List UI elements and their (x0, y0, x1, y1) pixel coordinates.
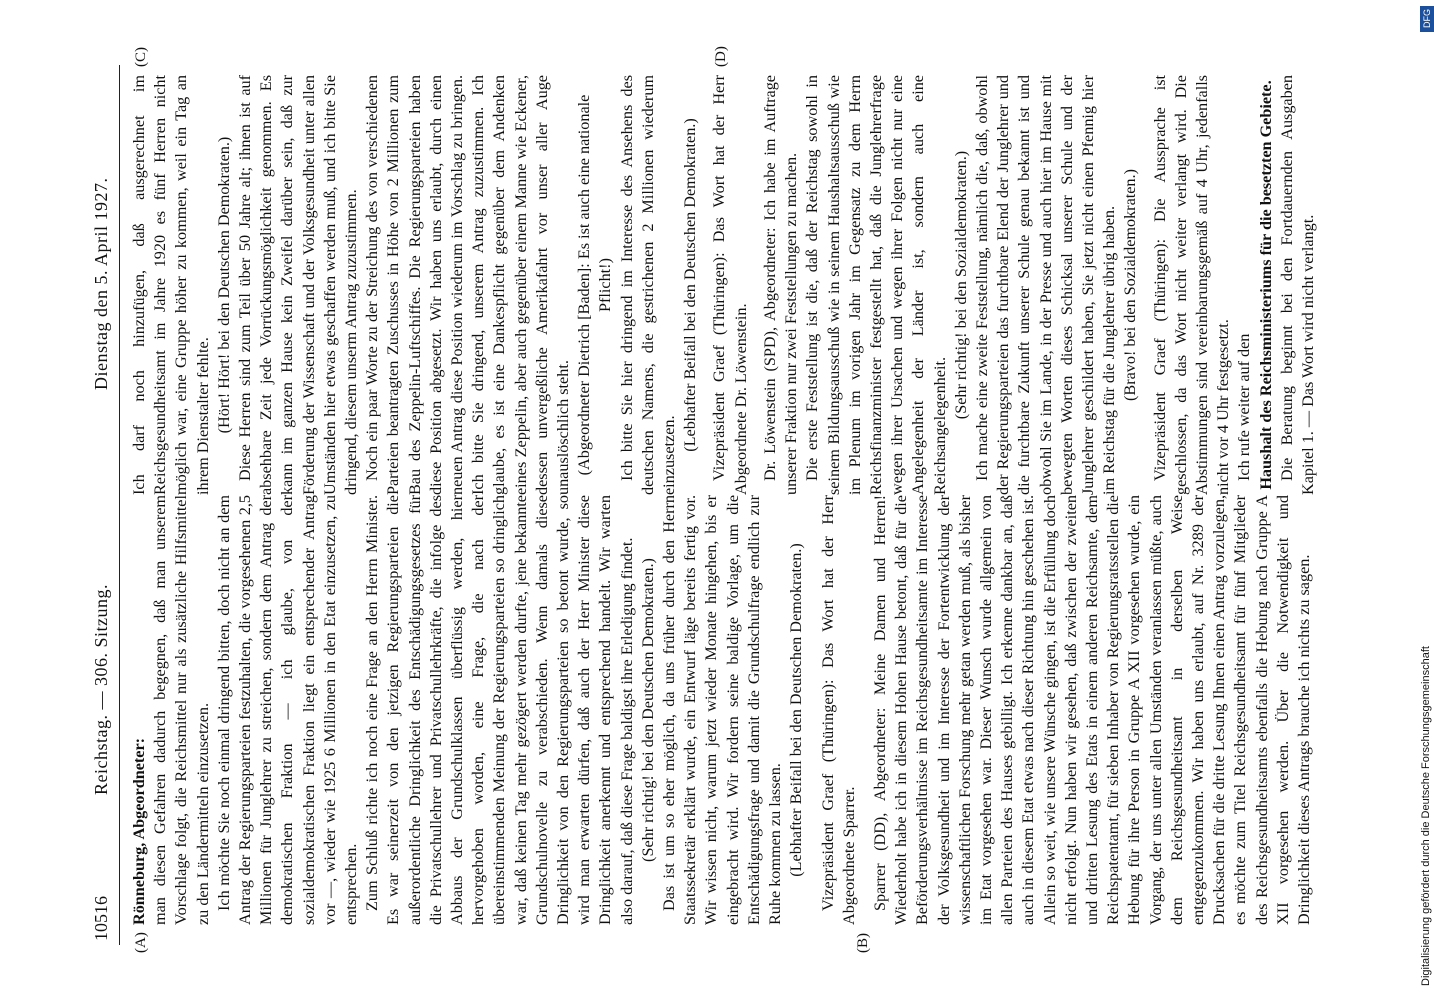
interjection: (Bravo! bei den Sozialdemokraten.) (1121, 169, 1140, 401)
margin-marker-a: (A) (133, 932, 149, 953)
speaker-line: Rönneburg, Abgeordneter: (130, 737, 148, 925)
paragraph: Ich darf noch hinzufügen, daß ausgerechnet im Reichsgesundheitsamt im Jahre 1920 es fünf Herren nicht möglich war, eine Gruppe höher zu kommen, weil ein Tag an ihrem Dienstalter fehlte. (130, 75, 212, 495)
dfg-logo: DFG (1420, 6, 1434, 32)
paragraph: Ich rufe weiter auf den (1235, 333, 1254, 481)
running-head-left: Reichstag. — 306. Sitzung. (91, 584, 111, 795)
paragraph: Ich mache eine zweite Feststellung, nämlich die, daß, obwohl der Regierungsparteien das furchtbare Elend der Junglehrer und die furchtbare Zukunft unserer Schule genau bekannt ist und obwohl Sie im Lande, in der Presse und auch hier im Hause mit bewegten Worten dieses Schicksal unserer Schule und der Junglehrer geschildert haben, Sie jetzt nicht einen Pfennig hier im Reichstag für die Junglehrer übrig haben. (972, 75, 1119, 495)
interjection: (Lebhafter Beifall bei den Deutschen Demokraten.) (681, 118, 700, 452)
left-column (129, 495, 1315, 925)
chair-statement: Vizepräsident Graef (Thüringen): Die Aussprache ist geschlossen, da das Wort nicht weiter verlangt wird. Die Abstimmungen sind vereinbarungsgemäß auf 4 Uhr, jedenfalls nicht vor 4 Uhr festgesetzt. (1150, 75, 1233, 495)
paragraph: man diesen Gefahren dadurch begegnen, daß man unserem Vorschlage folgt, die Reichsmittel nur als zusätzliche Hilfsmittel zu den Ländermitteln einzusetzen. (151, 495, 212, 925)
interjection: (Lebhafter Beifall bei den Deutschen Demokraten.) (787, 543, 806, 877)
paragraph: Noch ein paar Worte zu der Streichung des von verschiedenen Parteien beantragten Zuschusses in Höhe von 2 Millionen zum Bau des Zeppelin-Luftschiffes. Die Regierungsparteien haben diese Position abgesetzt. Wir haben uns erlaubt, durch einen neuen Antrag diese Position wiederum im Vorschlag zu bringen. Ich bitte Sie dringend, unserem Antrag zuzustimmen. Ich glaube, es ist eine Dankespflicht gegenüber dem Andenken eines Zeppelin, aber auch gegenüber einem Manne wie Eckener, dessen unvergeßliche Amerikafahrt vor unser aller Auge unauslöschlich steht. (363, 75, 573, 495)
paragraph: Die erste Feststellung ist die, daß der Reichstag sowohl in seinem Bildungsausschuß wie in seinem Haushaltsausschuß wie im Plenum im vorigen Jahr im Gegensatz zu dem Herrn Reichsfinanzminister festgestellt hat, daß die Junglehrerfrage wegen ihrer Ursachen und wegen ihrer Folgen nicht nur eine Angelegenheit der Länder ist, sondern auch eine Reichsangelegenheit. (803, 75, 949, 495)
chair-statement: Vizepräsident Graef (Thüringen): Das Wort hat der Herr Abgeordnete Sparrer. (818, 495, 858, 925)
paragraph: Diese Herren sind zum Teil über 50 Jahre alt; ihnen ist auf absehbare Zeit jede Vorrückungsmöglichkeit genommen. Es kann im ganzen Hause kein Zweifel darüber sein, daß zur Förderung der Wissenschaft und der Volksgesundheit unter allen Umständen hier etwas geschaffen werden muß, und ich bitte Sie dringend, diesem unserm Antrag zuzustimmen. (236, 75, 361, 495)
paragraph: Das ist um so eher möglich, da uns früher durch den Herrn Staatssekretär erklärt wurde, ein Entwurf läge bereits fertig vor. Wir wissen nicht, warum jetzt wieder Monate hingehen, bis er eingebracht wird. Wir fordern seine baldige Vorlage, um die Entschädigungsfrage und damit die Grundschulfrage endlich zur Ruhe kommen zu lassen. (660, 495, 785, 925)
rotated-page (85, 45, 1375, 953)
interjection: (Sehr richtig! bei den Deutschen Demokraten.) (638, 558, 657, 862)
interjection: (Sehr richtig! bei den Sozialdemokraten.) (951, 150, 970, 420)
running-header (85, 45, 125, 945)
speech-paragraph: Sparrer (DD), Abgeordneter: Meine Damen und Herren! Wiederholt habe ich in diesem Hohen Hause betont, daß für die Beförderungsverhältnisse im Reichsgesundheitsamte im Interesse der Volksgesundheit und im Interesse der Fortentwicklung der wissenschaftlichen Forschung mehr getan werden muß, als bisher im Etat vorgesehen war. Dieser Wunsch wurde allgemein von allen Parteien des Hauses gebilligt. Ich erkenne dankbar an, daß auch in diesem Etat etwas nach dieser Richtung hin geschehen ist. Allein so weit, wie unsere Wünsche gingen, ist die Erfüllung doch nicht erfolgt. Nun haben wir gesehen, daß zwischen der zweiten und dritten Lesung des Etats in einem anderen Reichsamte, dem Reichspatentamt, für sieben Inhaber von Regierungsratsstellen die Hebung für ihre Person in Gruppe A XII vorgesehen wurde, ein Vorgang, der uns unter allen Umständen veranlassen müßte, auch dem Reichsgesundheitsamt in derselben Weise entgegenzukommen. Wir haben uns erlaubt, auf Nr. 3289 der Drucksachen für die dritte Lesung Ihnen einen Antrag vorzulegen, es möchte zum Titel Reichsgesundheitsamt für fünf Mitglieder des Reichsgesundheitsamts ebenfalls die Hebung nach Gruppe A XII vorgesehen werden. Über die Notwendigkeit und Dringlichkeit dieses Antrags brauche ich nichts zu sagen. (870, 495, 1313, 925)
paragraph: Ich möchte Sie noch einmal dringend bitten, doch nicht an dem Antrag der Regierungsparteien festzuhalten, die vorgesehenen 2,5 Millionen für Junglehrer zu streichen, sondern dem Antrag der demokratischen Fraktion — ich glaube, von der sozialdemokratischen Fraktion liegt ein entsprechender Antrag vor —, wieder wie 1925 6 Millionen in den Etat einzusetzen, zu entsprechen. (214, 495, 361, 925)
speech-paragraph: Dr. Löwenstein (SPD), Abgeordneter: Ich habe im Auftrage unserer Fraktion nur zwei Feststellungen zu machen. (760, 75, 801, 495)
interjection: (Abgeordneter Dietrich [Baden]: Es ist auch eine nationale Pflicht!) (575, 94, 615, 476)
paragraph: Die Beratung beginnt bei den Fortdauernden Ausgaben Kapitel 1. — Das Wort wird nicht verlangt. (1277, 75, 1317, 495)
interjection: (Hört! Hört! bei den Deutschen Demokraten.) (214, 136, 233, 434)
margin-marker-c: (C) (133, 47, 149, 67)
running-head-right: Dienstag den 5. April 1927. (91, 177, 111, 390)
paragraph: Zum Schluß richte ich noch eine Frage an den Herrn Minister. Es war seinerzeit von den jetzigen Regierungsparteien die außerordentliche Dringlichkeit des Entschädigungsgesetzes für die Privatschullehrer und Privatschullehrkräfte, die infolge des Abbaus der Grundschulklassen überflüssig werden, hier hervorgehoben worden, eine Frage, die nach der übereinstimmenden Meinung der Regierungsparteien so dringlich war, daß keinen Tag mehr gezögert werden durfte, jene bekannte Grundschulnovelle zu verabschieden. Wenn damals diese Dringlichkeit von den Regierungsparteien so betont wurde, so wird man erwarten dürfen, daß auch der Herr Minister diese Dringlichkeit anerkennt und entsprechend handelt. Wir warten also darauf, daß diese Frage baldigst ihre Erledigung findet. (363, 495, 636, 925)
page-number: 10516 (91, 896, 111, 941)
agenda-item: Haushalt des Reichsministeriums für die besetzten Gebiete. (1256, 80, 1275, 490)
header-rule (119, 65, 120, 945)
right-column (129, 75, 1319, 495)
chair-statement: Vizepräsident Graef (Thüringen): Das Wort hat der Herr Abgeordnete Dr. Löwenstein. (710, 75, 750, 495)
margin-marker-b: (B) (855, 933, 871, 953)
margin-marker-d: (D) (713, 46, 729, 67)
digitization-credit: Digitalisierung gefördert durch die Deutsche Forschungsgemeinschaft (1420, 646, 1432, 986)
paragraph: Ich bitte Sie hier dringend im Interesse des Ansehens des deutschen Namens, die gestrichenen 2 Millionen wiederum einzusetzen. (617, 75, 679, 495)
